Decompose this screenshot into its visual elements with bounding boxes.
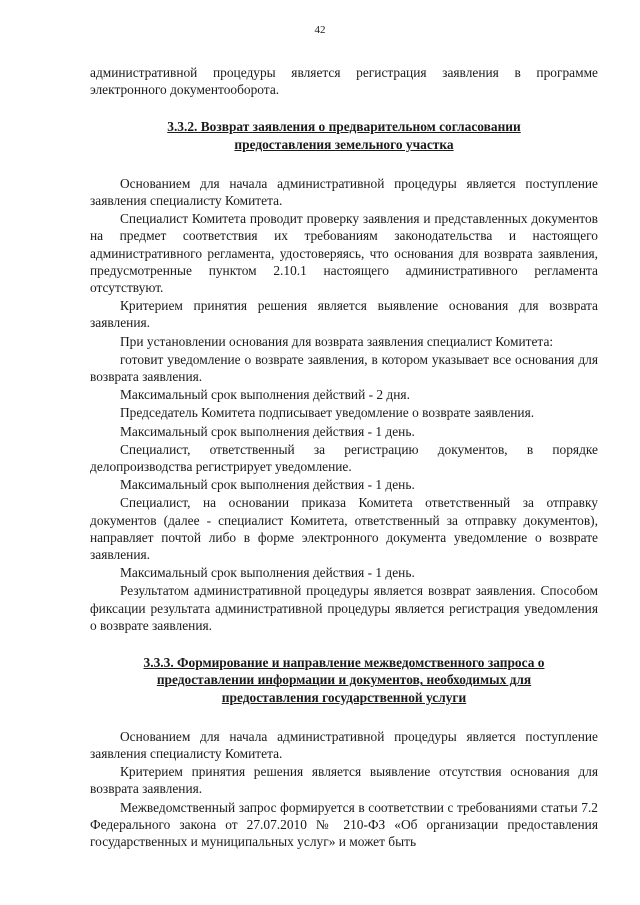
page-content bbox=[90, 64, 598, 850]
paragraph: При установлении основания для возврата заявления специалист Комитета: bbox=[120, 333, 554, 349]
paragraph: Основанием для начала административной процедуры является поступление заявления специалисту Комитета. bbox=[90, 175, 598, 209]
section-body-3-3-3 bbox=[90, 728, 598, 850]
paragraph: Максимальный срок выполнения действия - 1 день. bbox=[120, 565, 415, 581]
paragraph: Критерием принятия решения является выявление отсутствия основания для возврата заявления. bbox=[90, 764, 598, 797]
heading-line: предоставлении информации и документов, необходимых для bbox=[156, 672, 532, 688]
paragraph: готовит уведомление о возврате заявления, в котором указывает все основания для возврата заявления. bbox=[90, 351, 598, 385]
paragraph: Межведомственный запрос формируется в соответствии с требованиями статьи 7.2 Федерального закона от 27.07.2010 № 210-ФЗ «Об организации предоставления государственных и муниципальных услуг» и может быть bbox=[90, 799, 598, 849]
heading-line: предоставления государственной услуги bbox=[221, 689, 467, 705]
section-heading-3-3-2 bbox=[90, 118, 598, 152]
paragraph: Основанием для начала административной процедуры является поступление заявления специалисту Комитета. bbox=[90, 728, 598, 761]
section-body-3-3-2 bbox=[90, 175, 598, 634]
paragraph: Специалист, ответственный за регистрацию документов, в порядке делопроизводства регистрирует уведомление. bbox=[90, 441, 598, 475]
paragraph: Максимальный срок выполнения действий - 2 дня. bbox=[120, 387, 410, 403]
paragraph: Специалист, на основании приказа Комитета ответственный за отправку документов (далее - специалист Комитета, ответственный за отправку документов), направляет почтой либо в форме электронного документа уведомление о возврате заявления. bbox=[90, 495, 598, 563]
paragraph: Председатель Комитета подписывает уведомление о возврате заявления. bbox=[120, 405, 535, 421]
paragraph: Максимальный срок выполнения действия - 1 день. bbox=[120, 477, 415, 493]
section-heading-3-3-3 bbox=[90, 654, 598, 706]
heading-line: 3.3.3. Формирование и направление межведомственного запроса о bbox=[143, 655, 545, 671]
heading-line: 3.3.2. Возврат заявления о предварительном согласовании bbox=[167, 119, 521, 135]
paragraph: Максимальный срок выполнения действия - 1 день. bbox=[120, 423, 415, 439]
paragraph: Специалист Комитета проводит проверку заявления и представленных документов на предмет соответствия их требованиям законодательства и настоящего административного регламента, удостоверяясь, что основания для возврата заявления, предусмотренные пунктом 2.10.1 настоящего административного регламента отсутствуют. bbox=[90, 211, 598, 296]
paragraph: Критерием принятия решения является выявление основания для возврата заявления. bbox=[90, 298, 598, 331]
intro-paragraph: административной процедуры является регистрация заявления в программе электронного документооборота. bbox=[90, 65, 598, 98]
page-number: 42 bbox=[314, 24, 326, 36]
heading-line: предоставления земельного участка bbox=[234, 136, 454, 152]
paragraph: Результатом административной процедуры является возврат заявления. Способом фиксации результата административной процедуры является регистрация уведомления о возврате заявления. bbox=[90, 583, 598, 633]
